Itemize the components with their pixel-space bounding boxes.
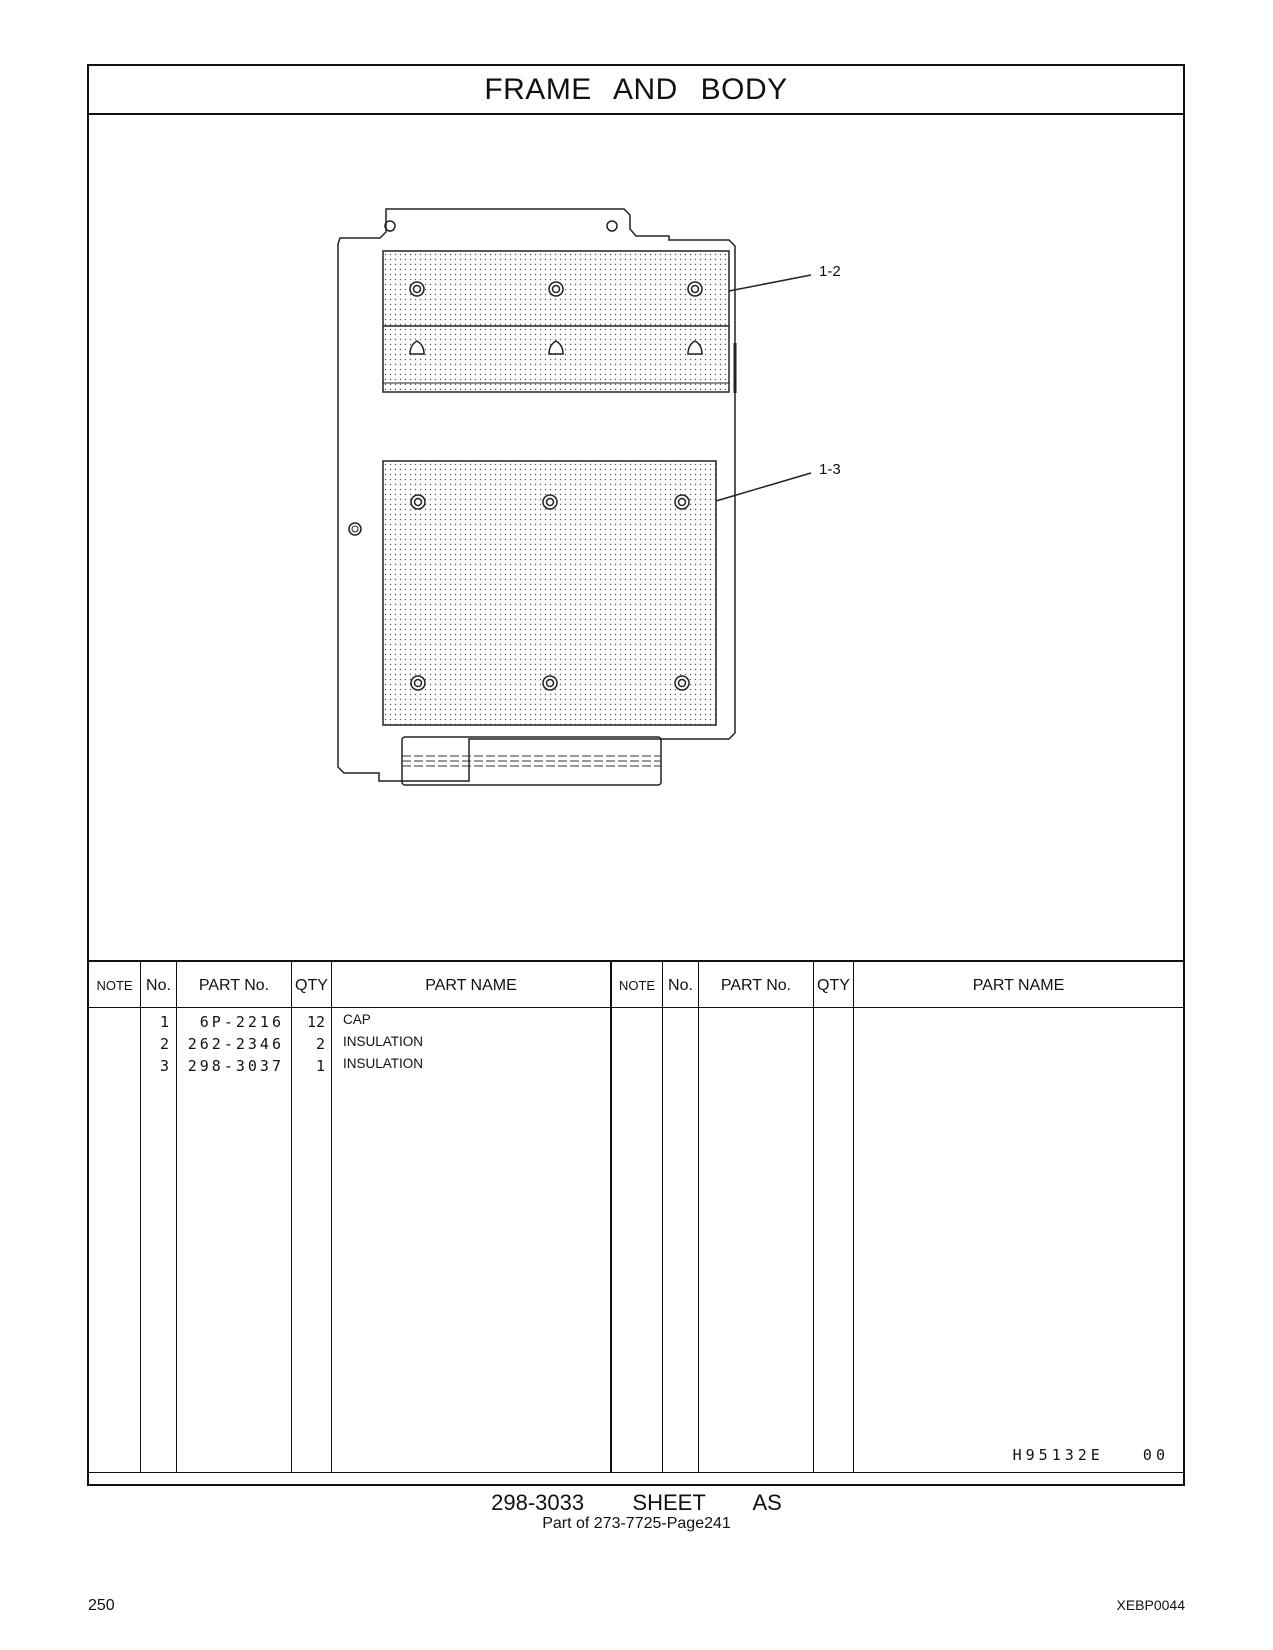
row-no: 2 [159, 1035, 169, 1053]
header-note: NOTE [618, 978, 656, 993]
row-part-name: INSULATION [343, 1034, 424, 1049]
callout-1-2: 1-2 [819, 263, 841, 280]
page-number: 250 [88, 1597, 115, 1614]
sheet-subtitle: Part of 273-7725-Page241 [542, 1515, 731, 1532]
row-part-no: 262-2346 [187, 1035, 284, 1053]
header-qty: QTY [817, 976, 850, 994]
title-bar [89, 66, 1183, 115]
parts-table [89, 960, 1183, 1474]
row-part-name: INSULATION [343, 1056, 424, 1071]
header-part-no: PART No. [720, 976, 792, 994]
side-cap [352, 526, 358, 532]
table-bottom-rule [89, 1472, 1183, 1473]
header-part-no: PART No. [198, 976, 270, 994]
callout-1-3: 1-3 [819, 461, 841, 478]
drawing-code: H95132E 00 [1012, 1446, 1169, 1464]
header-note: NOTE [96, 978, 133, 993]
parts-page-frame [87, 64, 1185, 1486]
row-no: 3 [159, 1057, 169, 1075]
sheet-title: 298-3033 SHEET AS [491, 1490, 782, 1515]
row-qty: 1 [315, 1057, 325, 1075]
sheet-assembly-illustration [89, 113, 1183, 961]
row-no: 1 [159, 1013, 169, 1031]
row-part-name: CAP [343, 1012, 371, 1027]
header-part-name: PART NAME [972, 976, 1065, 994]
header-no: No. [668, 976, 693, 994]
header-part-name: PART NAME [425, 976, 517, 994]
row-part-no: 298-3037 [187, 1057, 284, 1075]
header-no: No. [146, 976, 171, 994]
header-qty: QTY [295, 976, 328, 994]
document-code: XEBP0044 [1116, 1597, 1185, 1613]
row-qty: 2 [315, 1035, 325, 1053]
insulation-upper [383, 251, 729, 392]
row-qty: 12 [306, 1013, 325, 1031]
row-part-no: 6P-2216 [199, 1013, 284, 1031]
side-cap [349, 523, 361, 535]
parts-drawing [89, 113, 1183, 961]
mounting-hole [607, 221, 617, 231]
page-title: FRAME AND BODY [484, 72, 788, 106]
